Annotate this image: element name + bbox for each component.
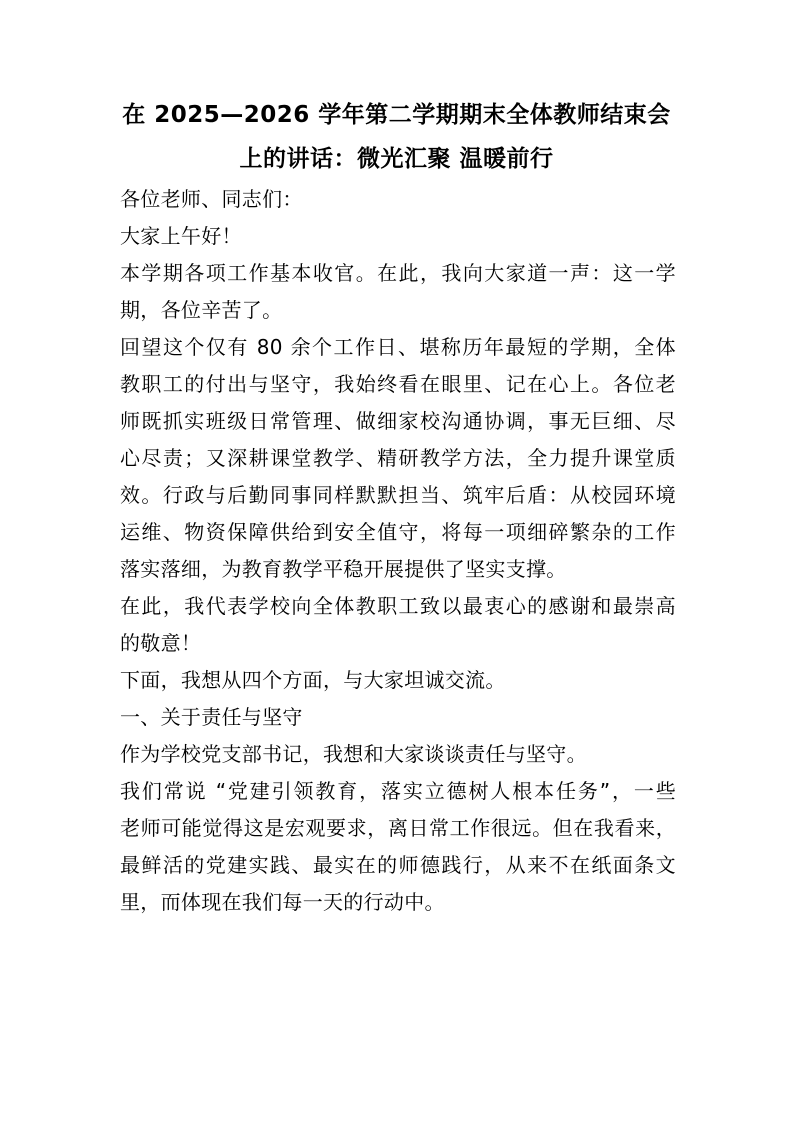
body-line: 心尽责；又深耕课堂教学、精研教学方法，全力提升课堂质 [120, 446, 676, 470]
document-title-line-2: 上的讲话：微光汇聚 温暖前行 [239, 146, 554, 172]
body-line: 作为学校党支部书记，我想和大家谈谈责任与坚守。 [120, 742, 587, 766]
greeting: 大家上午好！ [120, 224, 242, 248]
section-heading: 一、关于责任与坚守 [120, 705, 303, 729]
body-line: 回望这个仅有 80 余个工作日、堪称历年最短的学期，全体 [120, 335, 676, 359]
body-line: 师既抓实班级日常管理、做细家校沟通协调，事无巨细、尽 [120, 409, 676, 433]
body-line: 运维、物资保障供给到安全值守，将每一项细碎繁杂的工作 [120, 520, 676, 544]
document-title-line-1: 在 2025—2026 学年第二学期期末全体教师结束会 [122, 102, 671, 128]
body-line: 期，各位辛苦了。 [120, 298, 283, 322]
body-line: 在此，我代表学校向全体教职工致以最衷心的感谢和最崇高 [120, 594, 676, 618]
body-line: 老师可能觉得这是宏观要求，离日常工作很远。但在我看来， [120, 816, 676, 840]
body-line: 我们常说 “党建引领教育，落实立德树人根本任务”，一些 [120, 779, 676, 803]
document-body [120, 181, 676, 921]
body-line: 下面，我想从四个方面，与大家坦诚交流。 [120, 668, 506, 692]
body-line: 的敬意！ [120, 631, 202, 655]
body-line: 教职工的付出与坚守，我始终看在眼里、记在心上。各位老 [120, 372, 676, 396]
body-line: 里，而体现在我们每一天的行动中。 [120, 890, 445, 914]
body-line: 落实落细，为教育教学平稳开展提供了坚实支撑。 [120, 557, 567, 581]
body-line: 本学期各项工作基本收官。在此，我向大家道一声：这一学 [120, 261, 676, 285]
body-line: 最鲜活的党建实践、最实在的师德践行，从来不在纸面条文 [120, 853, 676, 877]
salutation: 各位老师、同志们： [120, 187, 303, 211]
body-line: 效。行政与后勤同事同样默默担当、筑牢后盾：从校园环境 [120, 483, 676, 507]
